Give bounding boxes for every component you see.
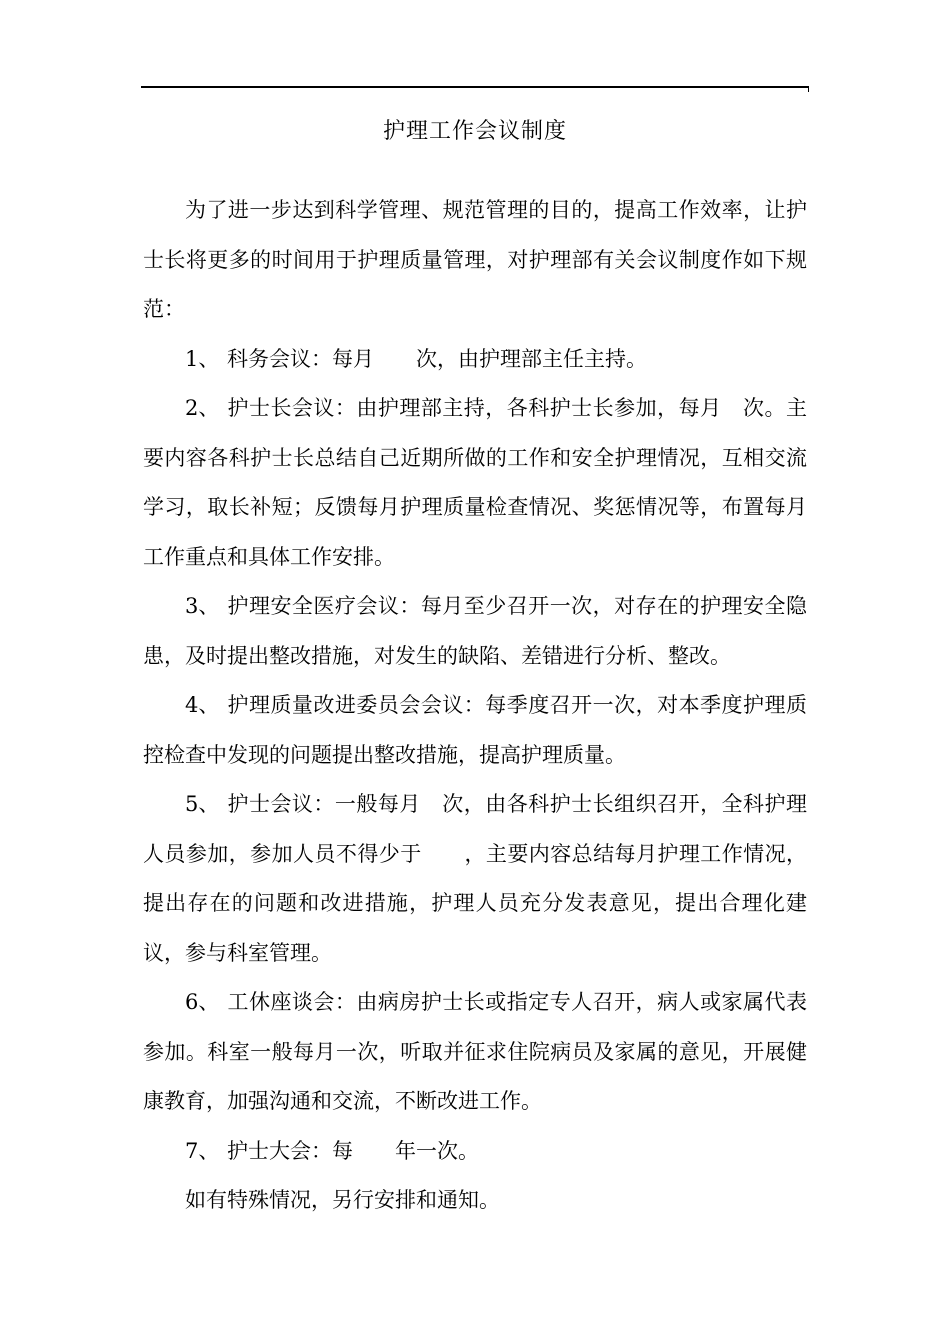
closing-paragraph: 如有特殊情况，另行安排和通知。 <box>185 1188 500 1212</box>
item-text: 护理质量改进委员会会议：每季度召开一次，对本季度护理质控检查中发现的问题提出整改措施，提高护理质量。 <box>143 693 807 767</box>
document-body <box>143 186 807 1226</box>
document-title: 护理工作会议制度 <box>382 119 567 144</box>
item-number: 3、 <box>185 594 220 618</box>
item-text: 护士会议：一般每月 次，由各科护士长组织召开，全科护理人员参加，参加人员不得少于 ，主要内容总结每月护理工作情况，提出存在的问题和改进措施，护理人员充分发表意见，提出合理化建议，参与科室管理。 <box>143 792 807 965</box>
item-text: 护士长会议：由护理部主持，各科护士长参加，每月 次。主要内容各科护士长总结自己近期所做的工作和安全护理情况，互相交流学习，取长补短；反馈每月护理质量检查情况、奖惩情况等，布置每月工作重点和具体工作安排。 <box>143 396 807 569</box>
item-1 <box>143 335 807 385</box>
item-5 <box>143 780 807 978</box>
item-number: 5、 <box>185 792 220 816</box>
item-2 <box>143 384 807 582</box>
item-text: 工休座谈会：由病房护士长或指定专人召开，病人或家属代表参加。科室一般每月一次，听取并征求住院病员及家属的意见，开展健康教育，加强沟通和交流，不断改进工作。 <box>143 990 807 1113</box>
item-6 <box>143 978 807 1127</box>
header-rule-tick <box>808 86 809 92</box>
item-text: 护士大会：每 年一次。 <box>227 1138 479 1163</box>
item-number: 6、 <box>185 990 220 1014</box>
item-text: 护理安全医疗会议：每月至少召开一次，对存在的护理安全隐患，及时提出整改措施，对发生的缺陷、差错进行分析、整改。 <box>143 594 807 668</box>
item-3 <box>143 582 807 681</box>
item-7 <box>143 1127 807 1177</box>
item-number: 2、 <box>185 396 220 420</box>
header-rule <box>141 86 809 88</box>
item-number: 7、 <box>185 1138 220 1163</box>
item-text: 科务会议：每月 次，由护理部主任主持。 <box>227 346 647 371</box>
item-number: 4、 <box>185 693 220 717</box>
item-4 <box>143 681 807 780</box>
item-number: 1、 <box>185 346 220 371</box>
intro-paragraph: 为了进一步达到科学管理、规范管理的目的，提高工作效率，让护士长将更多的时间用于护理质量管理，对护理部有关会议制度作如下规范： <box>143 198 807 321</box>
